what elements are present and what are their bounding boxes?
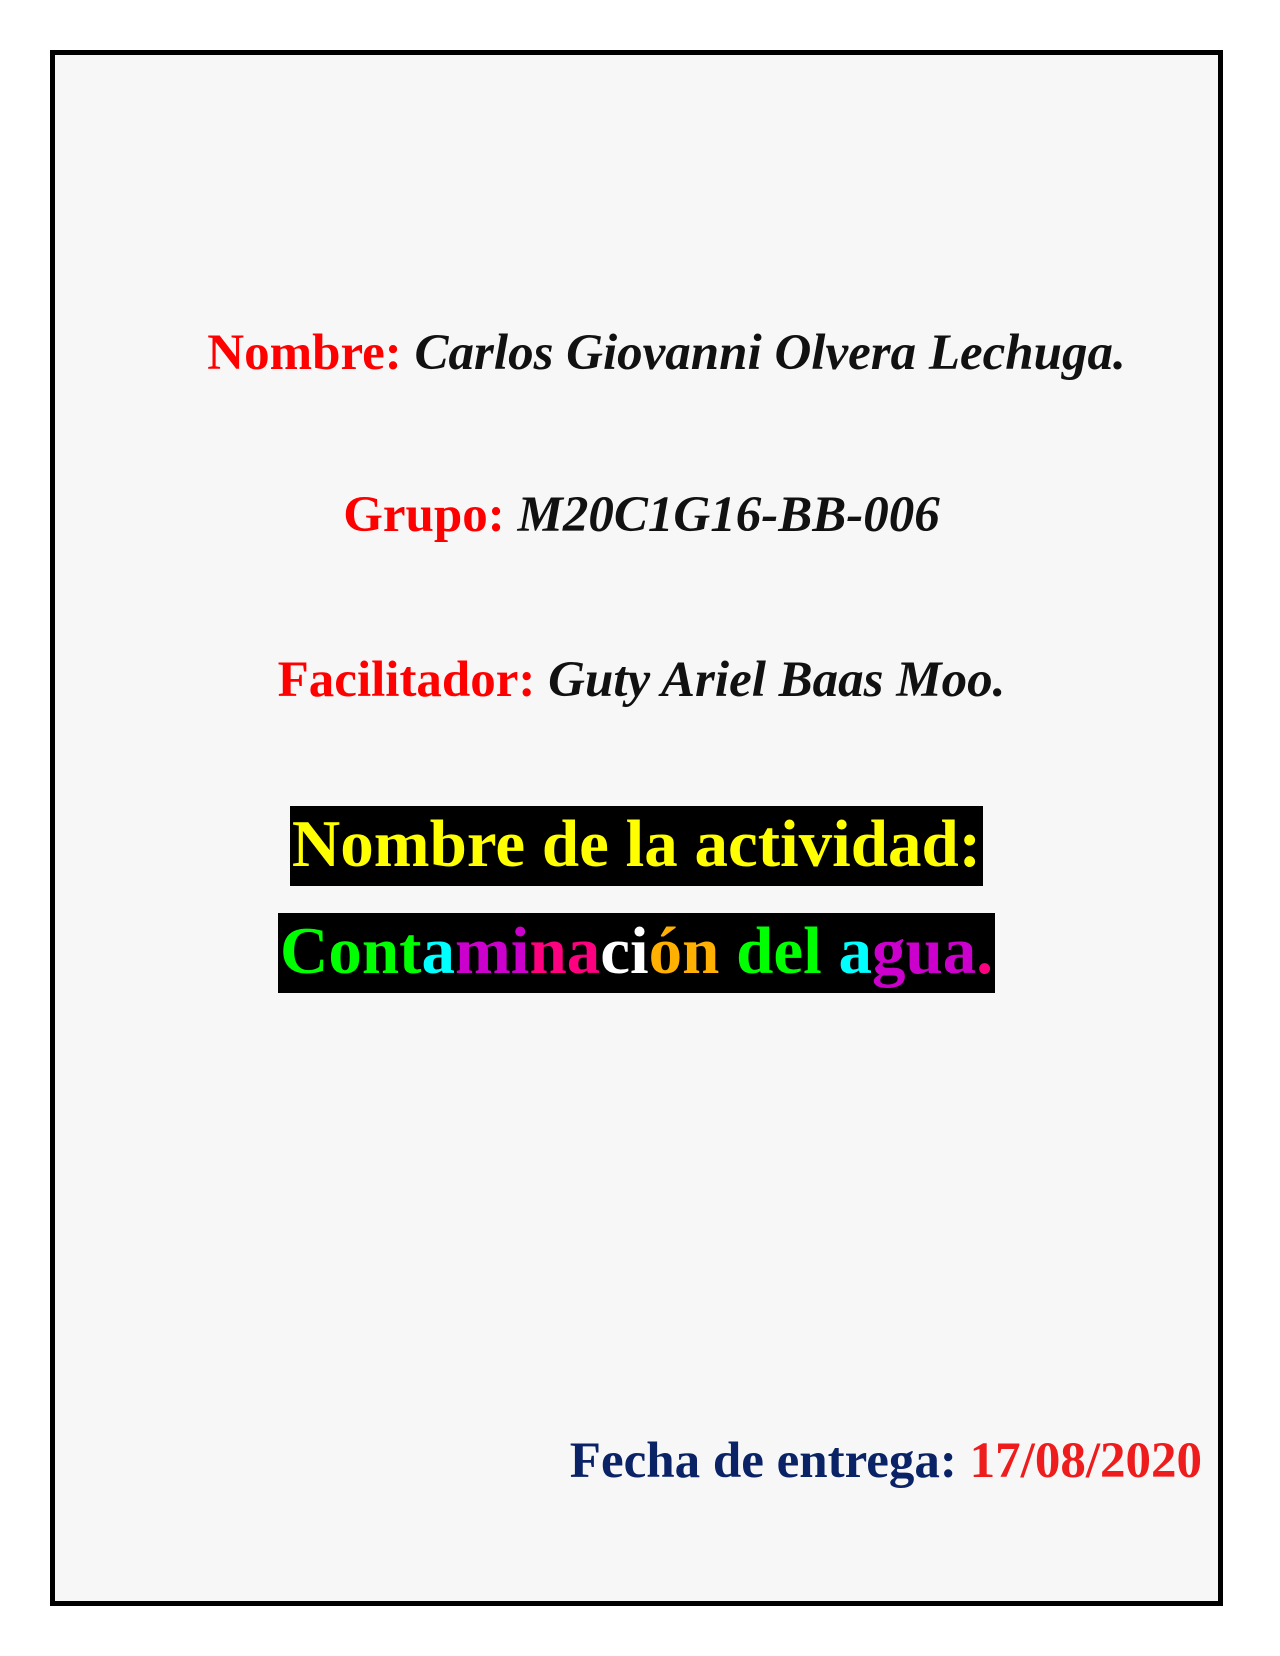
activity-title-segment: . <box>976 914 993 988</box>
activity-title-segment: a <box>421 914 455 988</box>
activity-title-segment: del <box>719 914 839 988</box>
group-label: Grupo: <box>343 487 505 543</box>
name-label: Nombre: <box>207 325 402 381</box>
group-code: M20C1G16-BB-006 <box>517 487 940 543</box>
activity-title-segment: ci <box>600 914 649 988</box>
facilitator-label: Facilitador: <box>277 652 536 708</box>
delivery-date-line <box>569 1433 1202 1489</box>
activity-title-block <box>50 913 1223 993</box>
activity-title-segment: ón <box>648 914 720 988</box>
group-line <box>55 487 1228 543</box>
activity-title-segment: na <box>529 914 601 988</box>
student-name: Carlos Giovanni Olvera Lechuga. <box>414 325 1126 381</box>
delivery-date-label: Fecha de entrega: <box>569 1433 957 1489</box>
facilitator-line <box>55 652 1228 708</box>
activity-title-segment: Cont <box>280 914 422 988</box>
activity-title <box>278 913 995 993</box>
activity-title-segment: a <box>838 914 872 988</box>
student-name-line <box>80 325 1253 381</box>
activity-heading-block <box>50 806 1223 886</box>
activity-title-segment: gua <box>871 914 977 988</box>
activity-title-segment: mi <box>455 914 530 988</box>
delivery-date: 17/08/2020 <box>969 1433 1202 1489</box>
facilitator-name: Guty Ariel Baas Moo. <box>548 652 1006 708</box>
activity-heading: Nombre de la actividad: <box>290 806 983 886</box>
